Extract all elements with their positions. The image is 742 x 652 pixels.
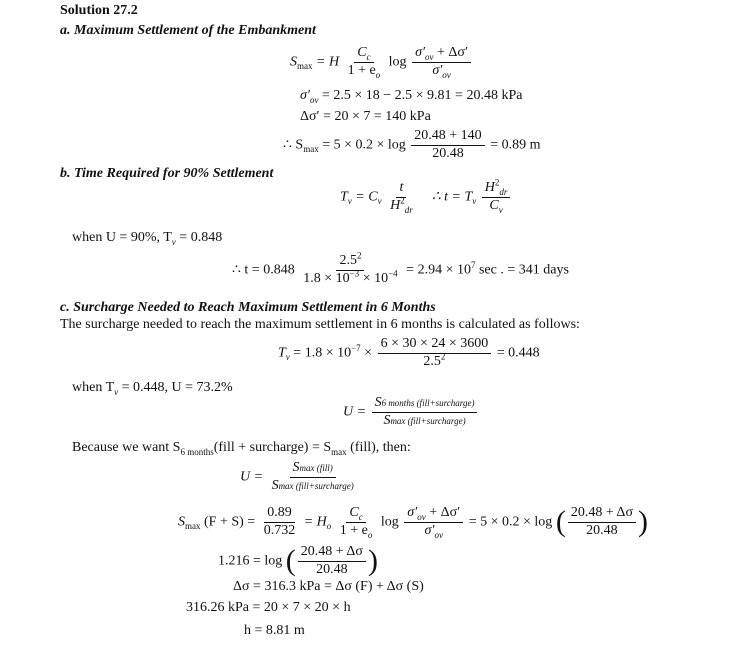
smax-fs-line: $S_{max}$ (F + S) = $\frac{0.89}{0.732}$ = $H_o$ $\frac{C_c}{1 + e_o}$ log $\frac{\sigma'_{ov} + \Delta\sigma'}{\sigma'_{ov}}$ = 5 × 0.2 × log ( $\frac{20.48 + \Delta\sigma}{20.48}$ ) [178,505,648,540]
kpa-equation-line: 316.26 kPa = 20 × 7 × 20 × h [186,600,351,615]
when-u-90-line: when U = 90%, $T_v = 0.848$ [72,230,223,247]
u-ratio: U = $\frac{\text{S6 months (fill+surcharge)}}{\text{Smax (fill+surcharge)}}$ [343,396,479,428]
smax-result: ∴ $S_{max} = 5 \times 0.2 \times \log$ $\frac{20.48 + 140}{20.48}$ = 0.89 m [283,128,541,161]
smax-formula: $S_{max} = H$ $\frac{C_c}{1 + e_o}$ log $\frac{\sigma'_{ov} + \Delta\sigma'}{\sigma'_{ov}}$ [290,46,473,78]
delta-sigma-line: Δσ′ = 20 × 7 = 140 kPa [300,109,431,124]
sigma-ov-line: $\sigma'_{ov} = 2.5 \times 18 - 2.5 \times 9.81 = 20.48$ kPa [300,88,523,105]
when-tv-line: when $T_v = 0.448$, U = 73.2% [72,380,233,397]
because-line: Because we want $S_{6 months}(fill$ + surcharge) = $S_{max}$ (fill), then: [72,440,411,457]
section-b-heading: b. Time Required for 90% Settlement [60,166,274,181]
section-c-heading: c. Surcharge Needed to Reach Maximum Settlement in 6 Months [60,300,436,315]
t-result: ∴ t = 0.848 $\frac{2.5^2}{1.8 \times 10^{-3} \times 10^{-4}}$ = $2.94 \times 10^7$ sec . = 341 days [232,250,569,286]
h-result-line: h = 8.81 m [244,623,305,638]
section-a-heading: a. Maximum Settlement of the Embankment [60,23,316,38]
log-line: 1.216 = log ( $\frac{20.48 + \Delta\sigma}{20.48}$ ) [218,544,378,578]
tv-formula: $T_v = C_v$ $\frac{t}{H^2_{dr}}$ ∴ $t = T_v$ $\frac{H^2_{dr}}{C_v}$ [340,181,512,213]
u-ratio-2: U = $\frac{\text{Smax (fill)}}{\text{Smax (fill+surcharge)}}$ [240,460,354,493]
delta-sigma-total-line: Δσ = 316.3 kPa = Δσ (F) + Δσ (S) [233,579,424,594]
tv-calc: $T_v = 1.8 \times 10^{-7}$ × $\frac{6 \times 30 \times 24 \times 3600}{2.5^2}$ = 0.448 [278,336,540,369]
section-c-intro: The surcharge needed to reach the maximum settlement in 6 months is calculated as follows: [60,317,580,332]
solution-title: Solution 27.2 [60,3,138,18]
